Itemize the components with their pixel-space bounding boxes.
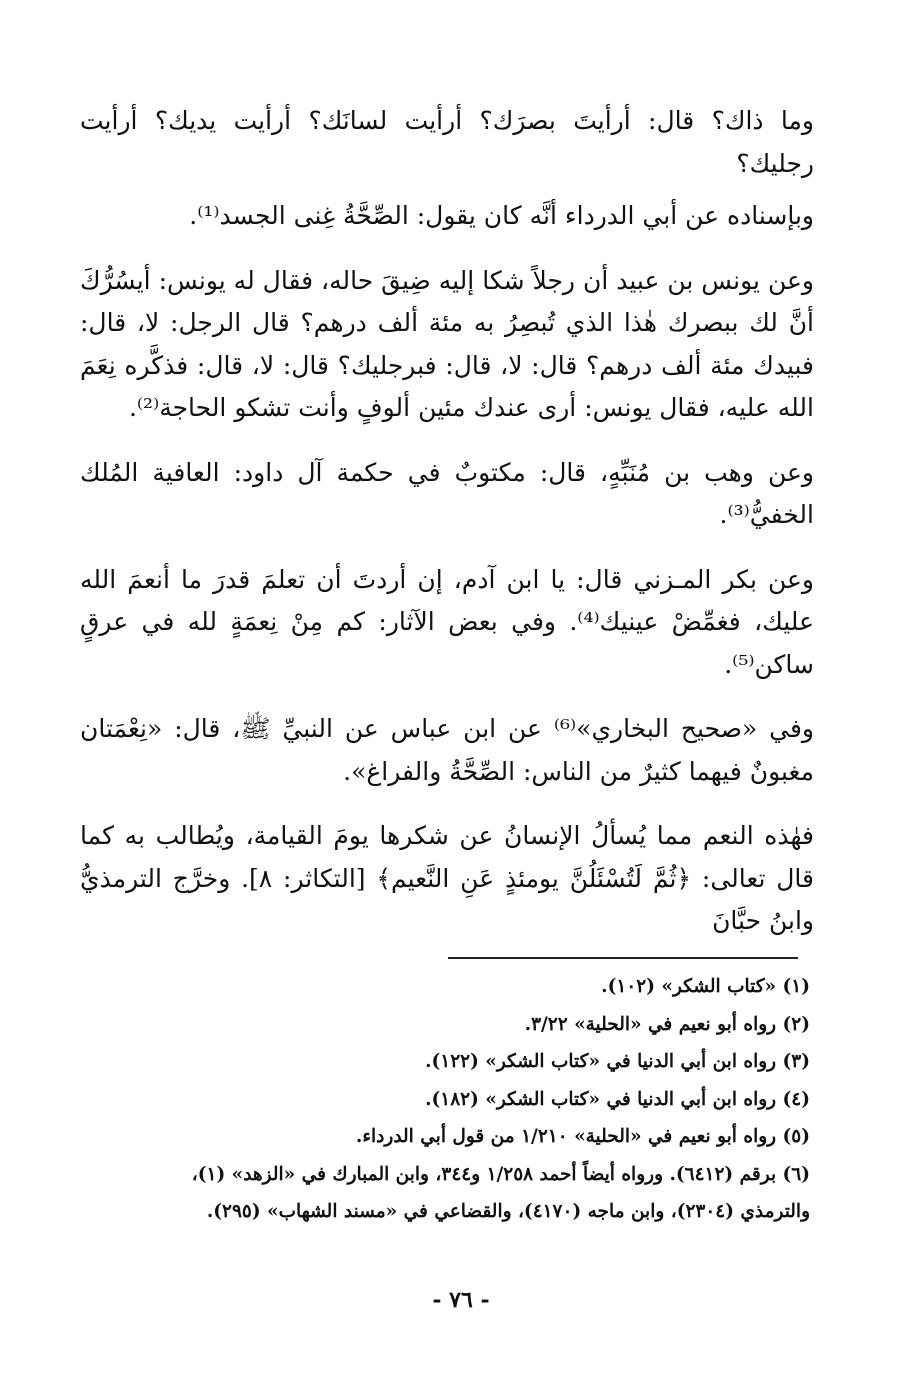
footnotes (90, 968, 810, 1231)
footnote-2: (٢) رواه أبو نعيم في «الحلية» ٣/٢٢. (524, 1013, 810, 1035)
paragraph-1: وما ذاك؟ قال: أرأيتَ بصرَك؟ أرأيت لسانَك؟ أرأيت يديك؟ أرأيت رجليك؟ (80, 106, 814, 178)
footnote-3: (٣) رواه ابن أبي الدنيا في «كتاب الشكر» (١٢٢). (425, 1051, 810, 1072)
footnote-1: (١) «كتاب الشكر» (١٠٢). (601, 976, 810, 997)
footnote-5: (٥) رواه أبو نعيم في «الحلية» ١/٢١٠ من قول أبي الدرداء. (355, 1126, 810, 1147)
paragraph-5: وعن بكر المـزني قال: يا ابن آدم، إن أردتَ أن تعلمَ قدرَ ما أنعمَ الله عليك، فغمِّضْ عينيك⁽⁴⁾. وفي بعض الآثار: كم مِنْ نِعمَةٍ لله في عرقٍ ساكن⁽⁵⁾. (80, 564, 814, 679)
footnote-4: (٤) رواه ابن أبي الدنيا في «كتاب الشكر» (١٨٢). (425, 1088, 810, 1110)
footnote-separator (448, 957, 798, 959)
paragraph-7: فهٰذه النعم مما يُسألُ الإنسانُ عن شكرها يومَ القيامة، ويُطالب به كما قال تعالى: ﴿ثُمَّ لَتُسْئَلُنَّ يومئذٍ عَنِ النَّعيم﴾ [التكاثر: ٨]. وخرَّج الترمذيُّ وابنُ حبَّانَ (80, 821, 814, 935)
page-number: - ٧٦ - (432, 1287, 490, 1313)
paragraph-4: وعن وهب بن مُنَبِّهٍ، قال: مكتوبٌ في حكمة آل داود: العافية المُلك الخفيُّ⁽³⁾. (80, 457, 814, 529)
main-text (80, 100, 814, 965)
footnote-6-continued: والترمذي (٢٣٠٤)، وابن ماجه (٤١٧٠)، والقضاعي في «مسند الشهاب» (٢٩٥). (206, 1201, 810, 1222)
footnote-6: (٦) برقم (٦٤١٢). ورواه أيضاً أحمد ١/٢٥٨ و٣٤٤، وابن المبارك في «الزهد» (١)، (191, 1163, 810, 1185)
paragraph-2: وبإسناده عن أبي الدرداء أنَّه كان يقول: الصِّحَّةُ غِنى الجسد⁽¹⁾. (189, 201, 814, 230)
paragraph-6: وفي «صحيح البخاري»⁽⁶⁾ عن ابن عباس عن النبيِّ ﷺ، قال: «نِعْمَتان مغبونٌ فيهما كثيرٌ من الناس: الصِّحَّةُ والفراغ». (80, 714, 814, 786)
paragraph-3: وعن يونس بن عبيد أن رجلاً شكا إليه ضِيقَ حاله، فقال له يونس: أيسُرُّكَ أنَّ لك ببصرك هٰذا الذي تُبصِرُ به مئة ألف درهم؟ قال الرجل: لا، قال: فبيدك مئة ألف درهم؟ قال: لا، قال: فبرجليك؟ قال: لا، قال: فذكَّره نِعَمَ الله عليه، فقال يونس: أرى عندك مئين ألوفٍ وأنت تشكو الحاجة⁽²⁾. (80, 265, 814, 422)
